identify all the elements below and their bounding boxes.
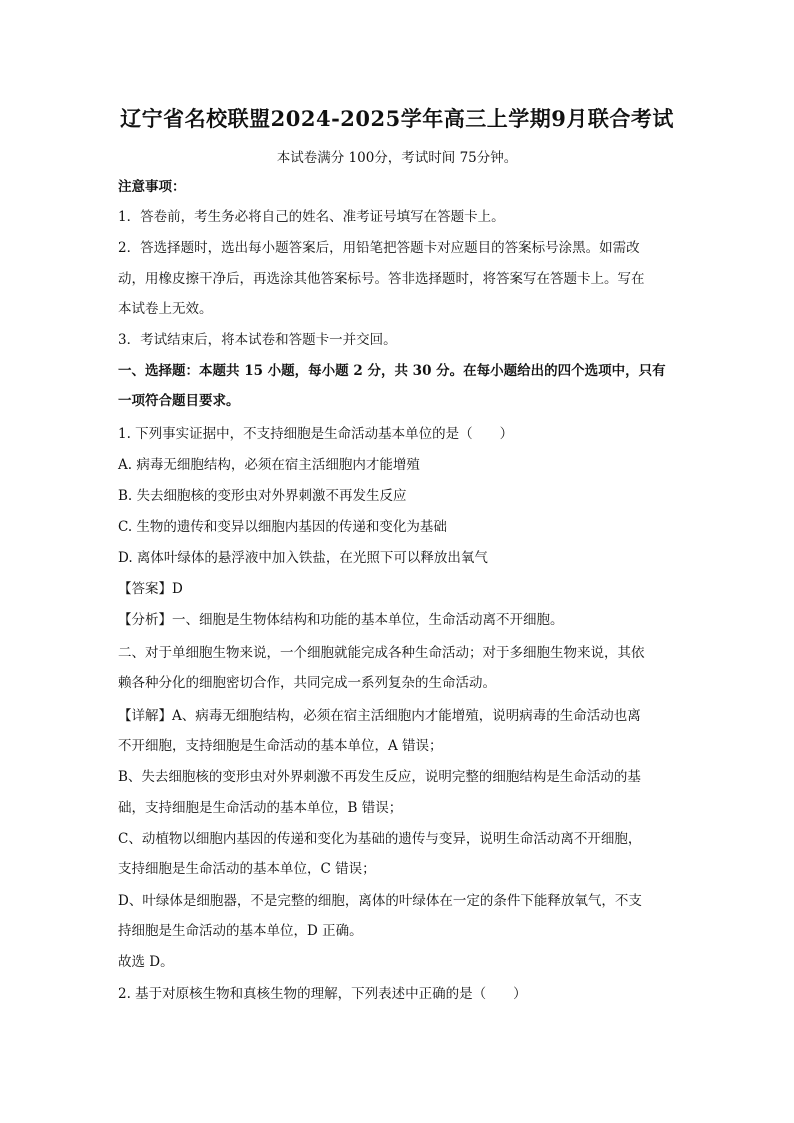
notice-item-2-line-2: 动，用橡皮擦干净后，再选涂其他答案标号。答非选择题时，将答案写在答题卡上。写在 (118, 271, 645, 287)
question-2-stem: 2. 基于对原核生物和真核生物的理解，下列表述中正确的是（ ） (118, 986, 527, 1002)
question-1-option-b: B. 失去细胞核的变形虫对外界刺激不再发生反应 (118, 488, 407, 504)
question-1-option-d: D. 离体叶绿体的悬浮液中加入铁盐，在光照下可以释放出氧气 (118, 550, 488, 566)
question-1-analysis-line-1: 【分析】一、细胞是生物体结构和功能的基本单位，生命活动离不开细胞。 (118, 612, 564, 628)
question-1-stem: 1. 下列事实证据中，不支持细胞是生命活动基本单位的是（ ） (118, 426, 514, 442)
notice-item-3: 3．考试结束后，将本试卷和答题卡一并交回。 (118, 332, 397, 348)
page-title: 辽宁省名校联盟2024-2025学年高三上学期9月联合考试 (120, 106, 674, 131)
question-1-analysis-line-3: 赖各种分化的细胞密切合作，共同完成一系列复杂的生命活动。 (118, 675, 496, 691)
question-1-detail-line-1: 【详解】A、病毒无细胞结构，必须在宿主活细胞内才能增殖，说明病毒的生命活动也离 (118, 708, 641, 724)
question-1-detail-line-6: 支持细胞是生命活动的基本单位，C 错误； (118, 861, 376, 877)
notice-item-1: 1．答卷前，考生务必将自己的姓名、准考证号填写在答题卡上。 (118, 209, 505, 225)
exam-info: 本试卷满分 100分，考试时间 75分钟。 (276, 150, 518, 166)
section-heading-line-2: 一项符合题目要求。 (118, 393, 240, 409)
question-1-detail-line-4: 础，支持细胞是生命活动的基本单位，B 错误； (118, 800, 403, 816)
question-1-analysis-line-2: 二、对于单细胞生物来说，一个细胞就能完成各种生命活动；对于多细胞生物来说，其依 (118, 645, 645, 661)
question-1-option-c: C. 生物的遗传和变异以细胞内基因的传递和变化为基础 (118, 519, 447, 535)
notice-item-2-line-3: 本试卷上无效。 (118, 301, 213, 317)
notice-item-2-line-1: 2．答选择题时，选出每小题答案后，用铅笔把答题卡对应题目的答案标号涂黑。如需改 (118, 240, 640, 256)
question-1-detail-line-2: 不开细胞，支持细胞是生命活动的基本单位，A 错误； (118, 738, 443, 754)
notice-heading: 注意事项： (118, 179, 186, 195)
question-1-detail-line-7: D、叶绿体是细胞器，不是完整的细胞，离体的叶绿体在一定的条件下能释放氧气，不支 (118, 893, 642, 909)
question-1-detail-line-5: C、动植物以细胞内基因的传递和变化为基础的遗传与变异，说明生命活动离不开细胞， (118, 831, 642, 847)
question-1-conclusion: 故选 D。 (118, 954, 174, 970)
question-1-option-a: A. 病毒无细胞结构，必须在宿主活细胞内才能增殖 (118, 457, 420, 473)
section-heading-line-1: 一、选择题：本题共 15 小题，每小题 2 分，共 30 分。在每小题给出的四个选项中，只有 (118, 363, 666, 379)
question-1-detail-line-8: 持细胞是生命活动的基本单位，D 正确。 (118, 923, 363, 939)
question-1-answer: 【答案】D (118, 581, 183, 597)
question-1-detail-line-3: B、失去细胞核的变形虫对外界刺激不再发生反应，说明完整的细胞结构是生命活动的基 (118, 769, 641, 785)
